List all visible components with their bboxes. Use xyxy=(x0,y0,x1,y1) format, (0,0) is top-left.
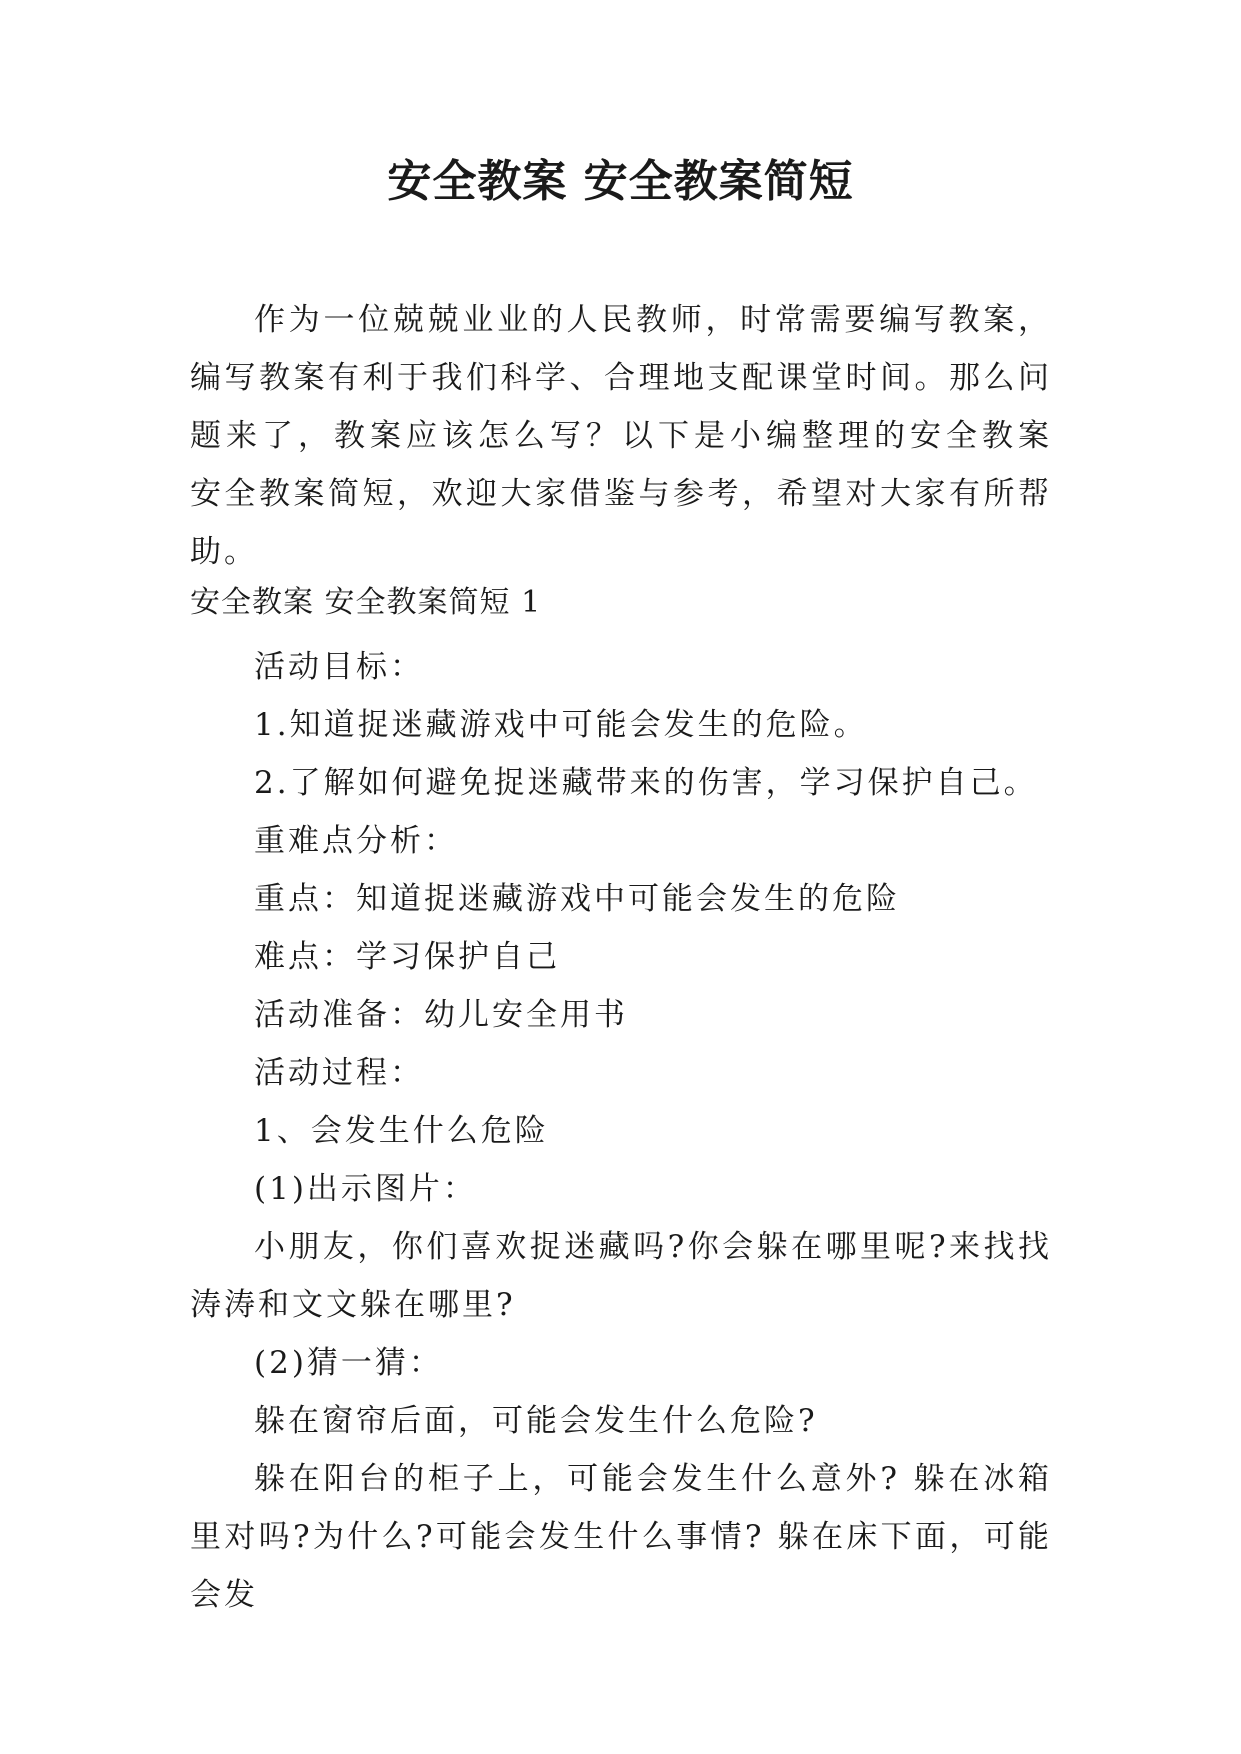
paragraph: (2)猜一猜： xyxy=(254,1345,443,1381)
paragraph: 活动过程： xyxy=(254,1055,424,1091)
paragraph: 重点：知道捉迷藏游戏中可能会发生的危险 xyxy=(254,881,900,917)
intro-paragraph: 作为一位兢兢业业的人民教师，时常需要编写教案，编写教案有利于我们科学、合理地支配课堂时间。那么问题来了，教案应该怎么写？以下是小编整理的安全教案 安全教案简短，欢迎大家借鉴与参考，希望对大家有所帮助。 xyxy=(190,302,1052,570)
paragraph: 2.了解如何避免捉迷藏带来的伤害，学习保护自己。 xyxy=(254,765,1038,801)
paragraph: 重难点分析： xyxy=(254,823,458,859)
paragraph: 小朋友，你们喜欢捉迷藏吗?你会躲在哪里呢?来找找涛涛和文文躲在哪里? xyxy=(190,1229,1052,1323)
paragraph: 活动目标： xyxy=(254,649,424,685)
paragraph: 活动准备：幼儿安全用书 xyxy=(254,997,628,1033)
paragraph: 难点：学习保护自己 xyxy=(254,939,560,975)
document-title: 安全教案 安全教案简短 xyxy=(387,156,854,207)
paragraph: 1.知道捉迷藏游戏中可能会发生的危险。 xyxy=(254,707,868,743)
section-heading: 安全教案 安全教案简短 1 xyxy=(190,585,542,620)
section-content xyxy=(190,638,1052,1624)
paragraph: 1、会发生什么危险 xyxy=(254,1113,549,1149)
paragraph: (1)出示图片： xyxy=(254,1171,477,1207)
paragraph: 躲在阳台的柜子上，可能会发生什么意外? 躲在冰箱里对吗?为什么?可能会发生什么事情? 躲在床下面，可能会发 xyxy=(190,1461,1052,1613)
paragraph: 躲在窗帘后面，可能会发生什么危险? xyxy=(254,1403,818,1439)
